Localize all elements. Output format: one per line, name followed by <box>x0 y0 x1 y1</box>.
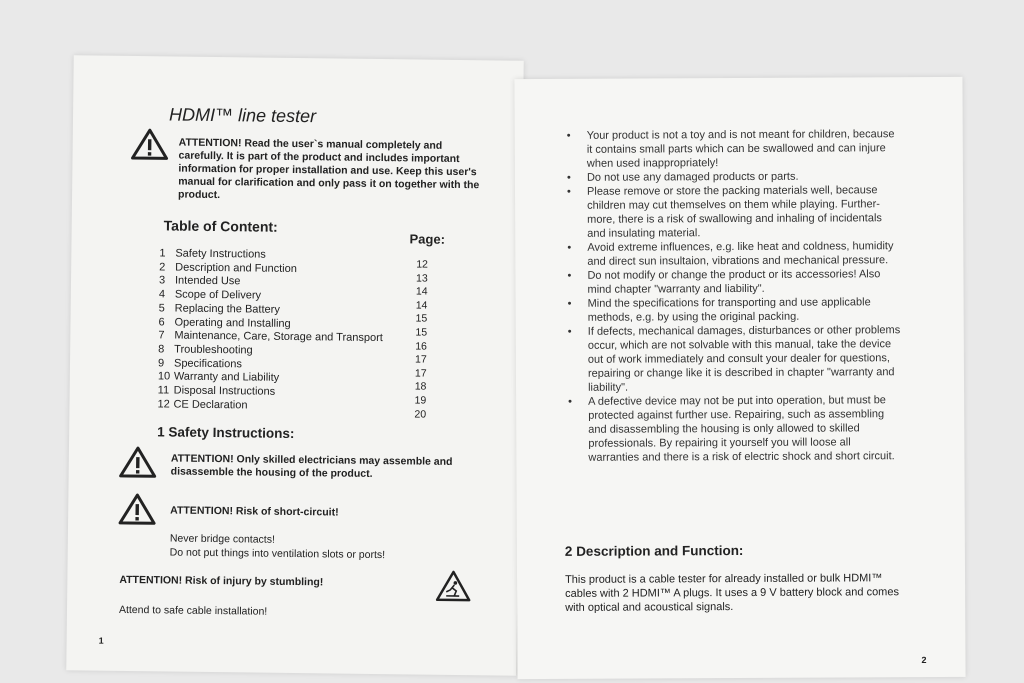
bullet-item: • A defective device may not be put into operation, but must be protected against further use. Repairing, such as assembling and disassembling the housing is only allowed to skilled professionals. By repairing it yourself you will loose all warranties and there is a risk of electric shock and short circuit. <box>564 393 904 465</box>
toc-item: 5 Replacing the Battery <box>158 302 280 316</box>
toc-heading: Table of Content: <box>163 217 278 235</box>
toc-item: 8 Troubleshooting <box>158 343 253 357</box>
toc-page: 12 <box>416 258 429 271</box>
ventilation-text: Do not put things into ventilation slots or ports! <box>169 546 386 562</box>
toc-item: 1 Safety Instructions <box>159 247 266 261</box>
warning-triangle-icon <box>130 128 168 160</box>
toc-page: 13 <box>416 272 428 285</box>
toc-item: 9 Specifications <box>157 356 242 370</box>
description-text: This product is a cable tester for already installed or bulk HDMI™ cables with 2 HDMI™ A plugs. It uses a 9 V battery block and comes with optical and acoustical signals. <box>565 572 899 614</box>
attention-short-circuit-text: ATTENTION! Risk of short-circuit! <box>170 504 339 519</box>
bullet-item: • Mind the specifications for transporting and use applicable methods, e.g. by using the original packing. <box>564 295 904 325</box>
toc-page: 14 <box>415 299 428 312</box>
attention-electricians-text: ATTENTION! Only skilled electricians may assemble and disassemble the housing of the product. <box>170 452 453 480</box>
toc-page: 17 <box>414 367 427 380</box>
page-heading: Page: <box>409 231 446 247</box>
section-2-heading: 2 Description and Function: <box>564 542 744 559</box>
toc-item: 2 Description and Function <box>159 261 297 275</box>
attention-manual-text: ATTENTION! Read the user`s manual completely and carefully. It is part of the product and includes important information for proper installation and use. Keep this user's manual for clarification and only pass it on together with the product. <box>178 136 480 202</box>
safety-bullet-list <box>563 127 905 465</box>
toc-item: 7 Maintenance, Care, Storage and Transport <box>158 329 383 345</box>
stumbling-hazard-icon <box>435 570 471 602</box>
never-bridge-text: Never bridge contacts! <box>169 532 276 546</box>
bullet-item: • If defects, mechanical damages, disturbances or other problems occur, which are not solvable with this manual, take the device out of work immediately and consult your dealer for questions, repairing or change like it is described in chapter "warranty and liability". <box>564 323 904 395</box>
warning-triangle-icon <box>119 446 157 478</box>
toc-item: 11 Disposal Instructions <box>157 384 276 398</box>
toc-page: 15 <box>415 326 428 339</box>
section-1-heading: 1 Safety Instructions: <box>157 424 295 441</box>
bullet-item: • Do not modify or change the product or its accessories! Also mind chapter "warranty and liability". <box>563 267 903 297</box>
toc-page: 20 <box>414 407 427 421</box>
toc-page: 14 <box>415 285 428 298</box>
toc-page: 15 <box>415 312 428 325</box>
toc-item: 10 Warranty and Liability <box>157 370 280 385</box>
document-title: HDMI™ line tester <box>168 104 317 127</box>
toc-page: 17 <box>415 353 427 366</box>
bullet-item: • Avoid extreme influences, e.g. like heat and coldness, humidity and direct sun insultaion, vibrations and mechanical pressure. <box>563 239 903 269</box>
attention-stumbling-text: ATTENTION! Risk of injury by stumbling! <box>119 573 324 589</box>
bullet-item: • Your product is not a toy and is not meant for children, because it contains small parts which can be swallowed and can injure when used inappropriately! <box>563 127 903 171</box>
bullet-item: • Do not use any damaged products or parts. <box>563 169 903 185</box>
right-page <box>514 77 965 679</box>
page-number: 2 <box>921 655 927 666</box>
page-number: 1 <box>98 635 104 646</box>
toc-page: 16 <box>415 340 428 353</box>
toc-item: 6 Operating and Installing <box>158 315 291 330</box>
toc-item: 3 Intended Use <box>158 274 241 288</box>
toc-page: 19 <box>414 394 427 407</box>
toc-page-numbers <box>414 258 428 421</box>
warning-triangle-icon <box>118 493 156 525</box>
toc-item: 4 Scope of Delivery <box>158 288 262 302</box>
safe-cable-text: Attend to safe cable installation! <box>118 603 268 618</box>
toc-page: 18 <box>414 380 427 393</box>
bullet-item: • Please remove or store the packing materials well, because children may cut themselves on them while playing. Further-more, there is a risk of swallowing and inhaling of incidentals and insulating material. <box>563 183 903 241</box>
toc-item: 12 CE Declaration <box>157 398 248 412</box>
left-page <box>66 55 523 675</box>
